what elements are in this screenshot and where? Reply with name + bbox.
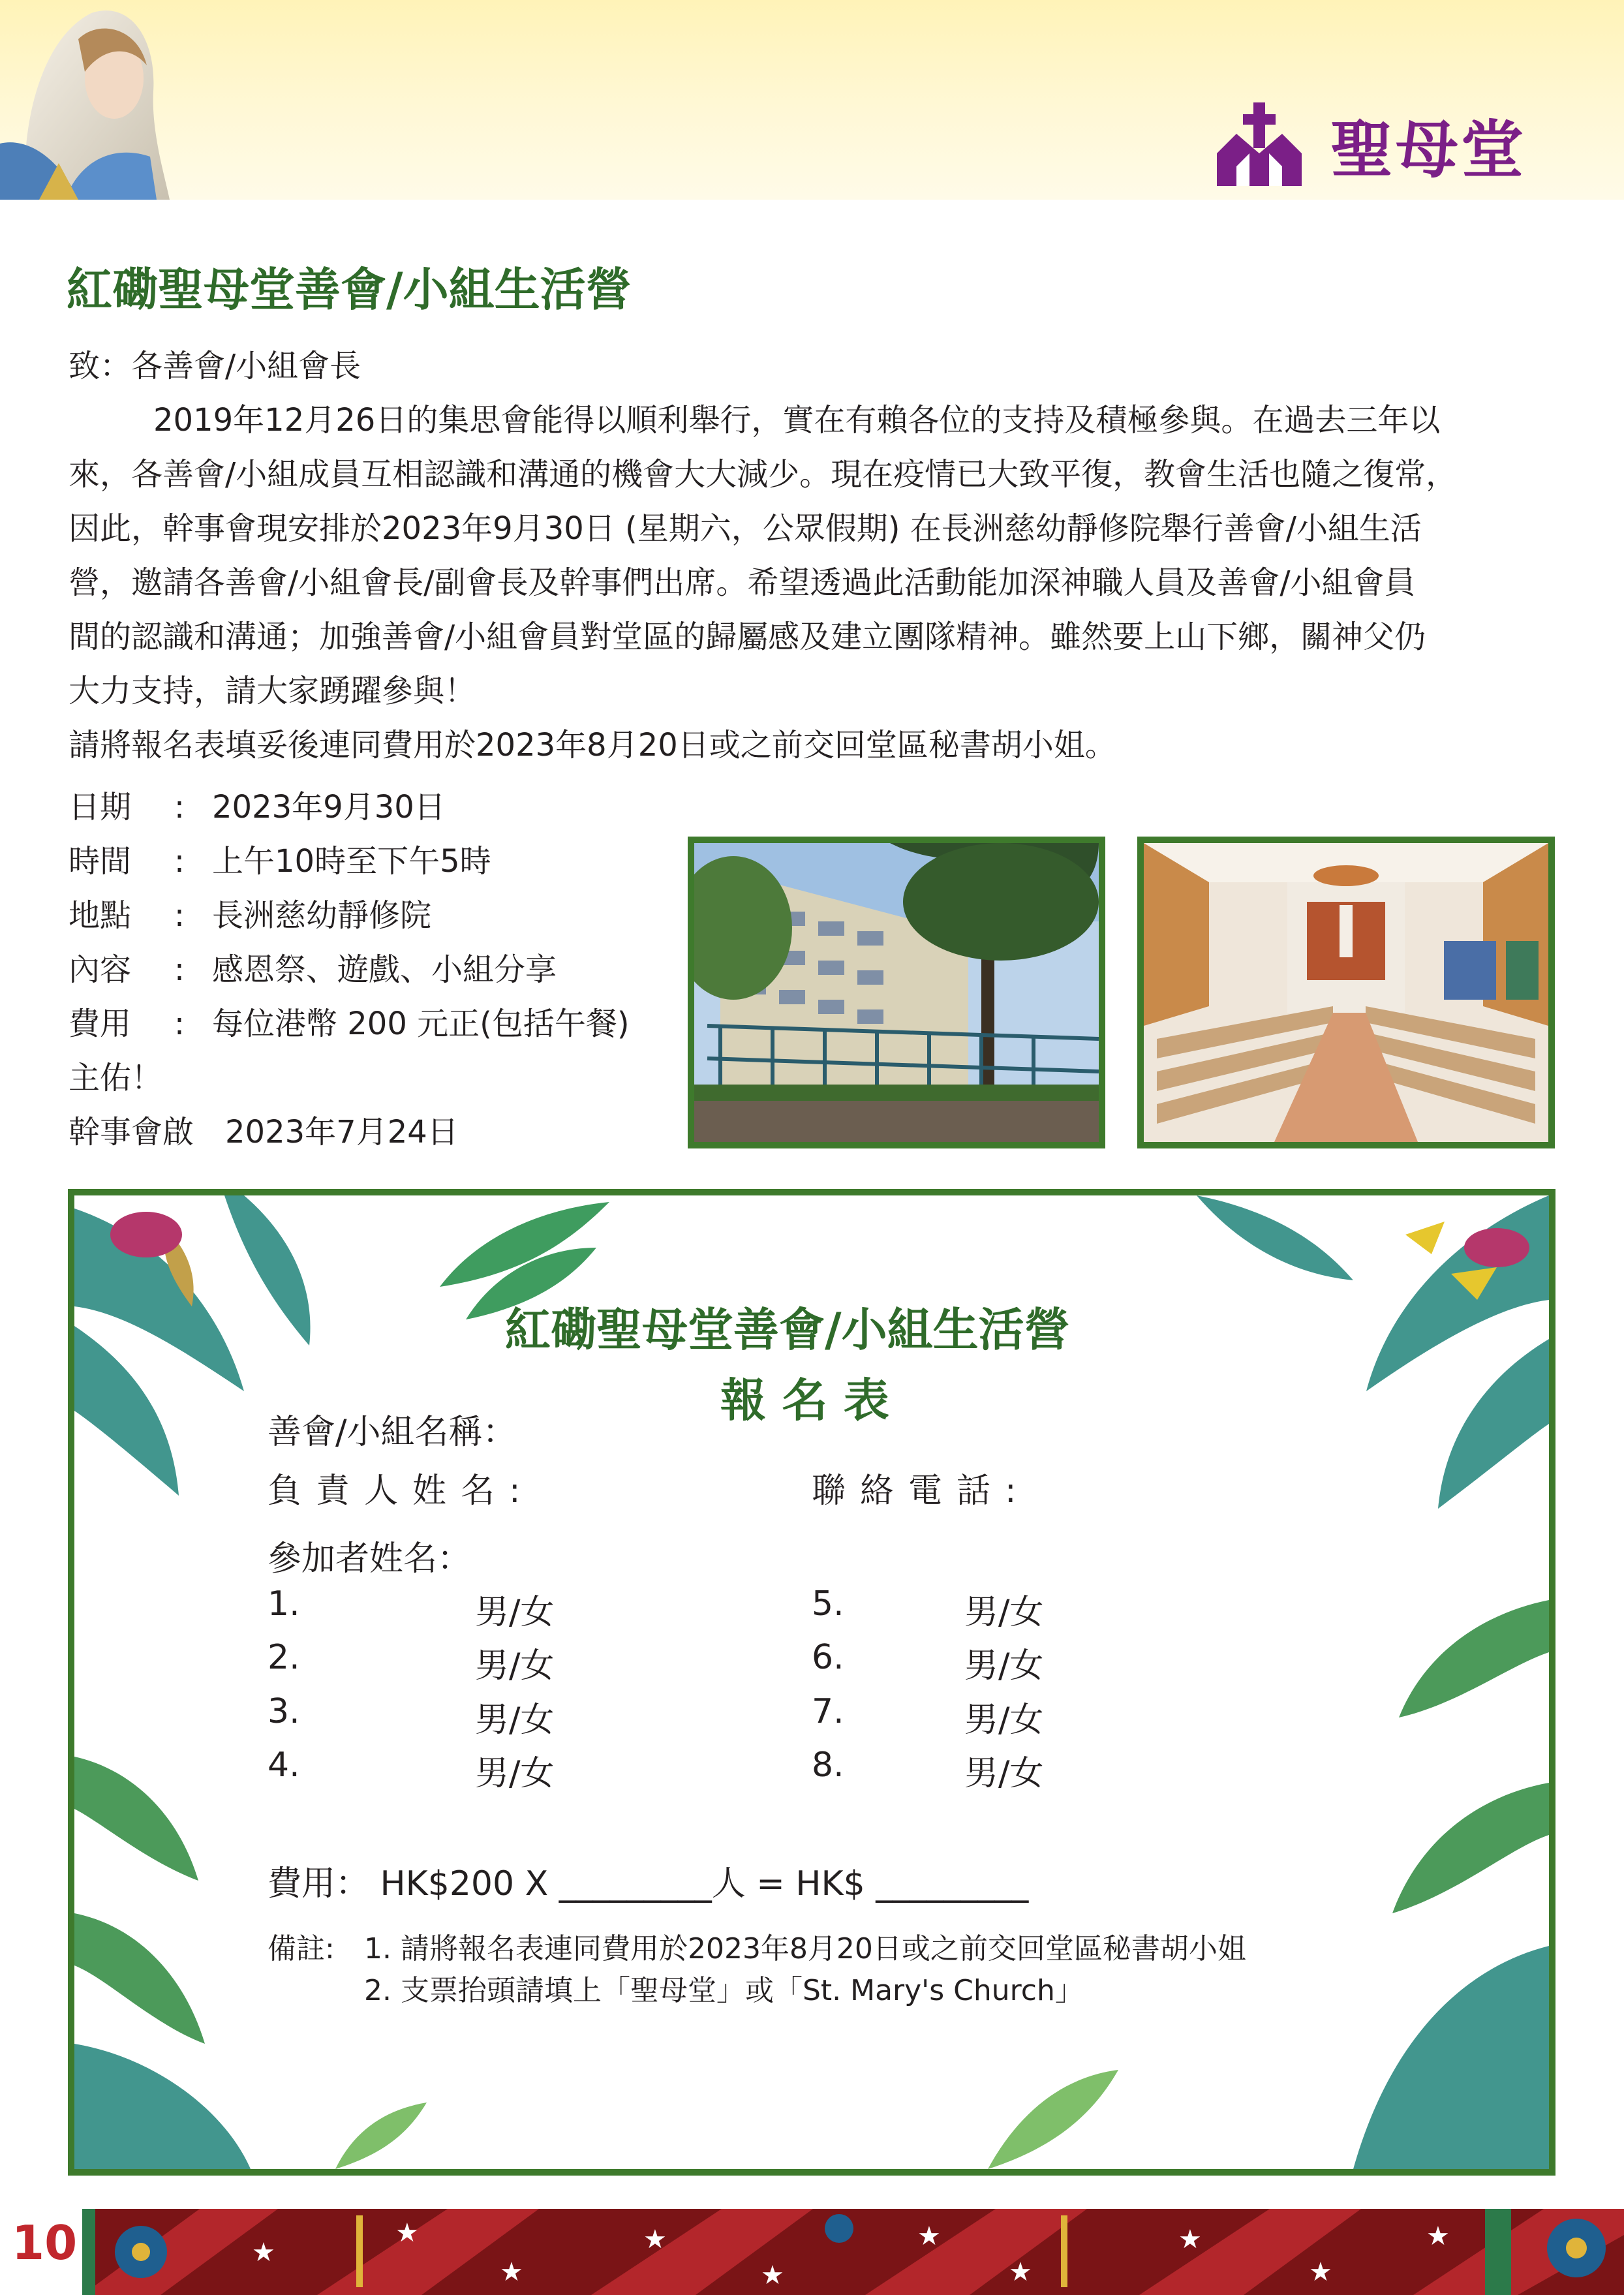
retreat-house-exterior-photo (688, 837, 1105, 1148)
gender-option: 男/女 (964, 1646, 1044, 1686)
page-header (0, 0, 1624, 200)
person-in-charge-label: 負責人姓名: (268, 1471, 535, 1511)
info-value: 長洲慈幼靜修院 (212, 897, 432, 934)
paragraph-line: 因此，幹事會現安排於2023年9月30日 (星期六，公眾假期) 在長洲慈幼靜修院舉行善會/小組生活 (69, 510, 1422, 547)
group-name-label: 善會/小組名稱： (268, 1413, 517, 1452)
info-row-content (69, 943, 557, 997)
gender-option: 男/女 (964, 1701, 1044, 1740)
participant-number: 3. (268, 1692, 300, 1731)
gender-option: 男/女 (475, 1593, 555, 1632)
registration-form (68, 1189, 1555, 2176)
info-value: 2023年9月30日 (212, 789, 446, 825)
svg-text:★: ★ (917, 2221, 941, 2251)
info-label: 地點 (69, 897, 132, 934)
fee-calculation-line: 費用： HK$200 X _________人 = HK$ _________ (268, 1864, 1029, 1903)
info-value: 上午10時至下午5時 (212, 843, 491, 880)
svg-text:★: ★ (500, 2257, 523, 2287)
svg-text:★: ★ (1309, 2257, 1332, 2287)
participants-label: 參加者姓名： (268, 1539, 472, 1579)
info-label: 內容 (69, 951, 132, 988)
remarks-label: 備註: (268, 1932, 335, 1965)
participant-number: 2. (268, 1638, 300, 1677)
info-value: 感恩祭、遊戲、小組分享 (212, 951, 557, 988)
participant-number: 6. (812, 1638, 844, 1677)
parish-logo-icon (1210, 102, 1308, 187)
article-title: 紅磡聖母堂善會/小組生活營 (67, 263, 632, 316)
participant-number: 4. (268, 1746, 300, 1785)
virgin-mary-statue-image (0, 0, 170, 200)
svg-text:★: ★ (761, 2260, 784, 2290)
info-row-fee (69, 997, 630, 1051)
chapel-interior-photo (1137, 837, 1555, 1148)
gender-option: 男/女 (475, 1646, 555, 1686)
gender-option: 男/女 (475, 1701, 555, 1740)
info-row-time (69, 835, 491, 889)
contact-phone-label: 聯絡電話: (812, 1471, 1031, 1511)
page-number: 10 (12, 2215, 78, 2270)
info-colon: : (174, 897, 185, 934)
form-subtitle: 報 名 表 (720, 1374, 889, 1427)
info-label: 日期 (69, 789, 132, 825)
svg-text:★: ★ (643, 2225, 667, 2255)
svg-text:★: ★ (252, 2238, 275, 2268)
gender-option: 男/女 (964, 1593, 1044, 1632)
participant-number: 8. (812, 1746, 844, 1785)
svg-text:★: ★ (1178, 2225, 1202, 2255)
paragraph-line: 間的認識和溝通；加強善會/小組會員對堂區的歸屬感及建立團隊精神。雖然要上山下鄉，關神父仍 (69, 619, 1426, 655)
signature: 幹事會啟 2023年7月24日 (69, 1114, 459, 1150)
paragraph-line: 2019年12月26日的集思會能得以順利舉行，實在有賴各位的支持及積極參與。在過去三年以 (153, 402, 1441, 439)
paragraph-line: 營，邀請各善會/小組會長/副會長及幹事們出席。希望透過此活動能加深神職人員及善會/小組會員 (69, 564, 1416, 601)
remark-item: 1. 請將報名表連同費用於2023年8月20日或之前交回堂區秘書胡小姐 (364, 1932, 1246, 1965)
salutation: 致：各善會/小組會長 (69, 348, 361, 384)
info-row-date (69, 780, 446, 835)
instruction-line: 請將報名表填妥後連同費用於2023年8月20日或之前交回堂區秘書胡小姐。 (69, 727, 1116, 763)
info-colon: : (174, 789, 185, 825)
paragraph-line: 大力支持，請大家踴躍參與！ (69, 673, 476, 709)
svg-text:★: ★ (1426, 2221, 1450, 2251)
info-label: 費用 (69, 1006, 132, 1042)
participant-number: 5. (812, 1584, 844, 1624)
svg-text:★: ★ (1009, 2257, 1032, 2287)
info-value: 每位港幣 200 元正(包括午餐) (212, 1006, 630, 1042)
gender-option: 男/女 (475, 1754, 555, 1793)
remark-item: 2. 支票抬頭請填上「聖母堂」或「St. Mary's Church」 (364, 1974, 1084, 2007)
info-colon: : (174, 843, 185, 880)
info-colon: : (174, 951, 185, 988)
participant-number: 7. (812, 1692, 844, 1731)
info-label: 時間 (69, 843, 132, 880)
info-row-venue (69, 889, 431, 943)
info-colon: : (174, 1006, 185, 1042)
stained-glass-banner (82, 2209, 1624, 2295)
paragraph-line: 來，各善會/小組成員互相認識和溝通的機會大大減少。現在疫情已大致平復，教會生活也隨之復常， (69, 456, 1458, 493)
gender-option: 男/女 (964, 1754, 1044, 1793)
brand-name: 聖母堂 (1330, 113, 1526, 187)
blessing: 主佑！ (69, 1060, 163, 1096)
parish-brand (1210, 99, 1526, 191)
participant-number: 1. (268, 1584, 300, 1624)
svg-text:★: ★ (395, 2218, 419, 2248)
form-title: 紅磡聖母堂善會/小組生活營 (505, 1303, 1070, 1357)
